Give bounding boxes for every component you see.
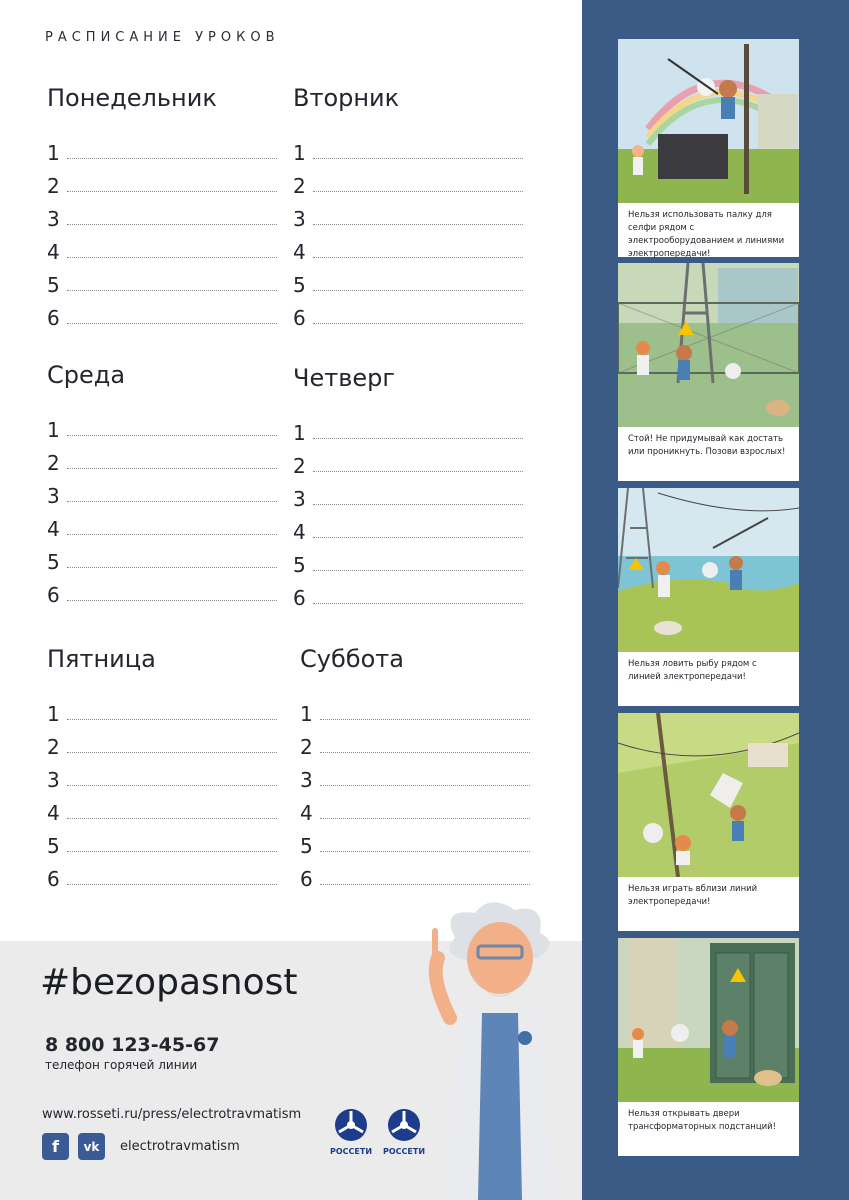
lesson-number: 1 <box>47 141 60 165</box>
logo-text: РОССЕТИ <box>382 1147 426 1156</box>
lesson-line[interactable] <box>313 569 523 571</box>
lesson-row[interactable] <box>300 757 530 790</box>
lesson-row[interactable] <box>47 691 277 724</box>
lesson-row[interactable] <box>293 229 523 262</box>
lesson-line[interactable] <box>313 223 523 225</box>
lesson-number: 6 <box>47 306 60 330</box>
lesson-line[interactable] <box>313 157 523 159</box>
lesson-row[interactable] <box>47 856 277 889</box>
lesson-line[interactable] <box>320 718 530 720</box>
day-name: Среда <box>47 361 126 389</box>
lesson-row[interactable] <box>47 295 277 328</box>
lesson-number: 1 <box>47 418 60 442</box>
lesson-row[interactable] <box>293 410 523 443</box>
lesson-line[interactable] <box>313 470 523 472</box>
lesson-line[interactable] <box>313 437 523 439</box>
substation-illustration <box>618 938 799 1102</box>
lesson-line[interactable] <box>313 602 523 604</box>
safety-card <box>618 263 799 481</box>
lesson-row[interactable] <box>293 575 523 608</box>
day-tuesday <box>293 84 523 328</box>
lesson-number: 1 <box>300 702 313 726</box>
lesson-row[interactable] <box>293 295 523 328</box>
page-title: РАСПИСАНИЕ УРОКОВ <box>45 30 280 45</box>
lesson-number: 2 <box>293 454 306 478</box>
lesson-row[interactable] <box>300 856 530 889</box>
safety-card <box>618 488 799 706</box>
card-caption: Нельзя открывать двери трансформаторных подстанций! <box>628 1109 777 1132</box>
lesson-number: 3 <box>47 484 60 508</box>
lesson-line[interactable] <box>67 157 277 159</box>
day-name: Четверг <box>293 364 395 392</box>
rosseti-logo-mark <box>387 1108 421 1142</box>
day-saturday <box>300 645 530 889</box>
lesson-row[interactable] <box>293 542 523 575</box>
lesson-row[interactable] <box>47 440 277 473</box>
card-caption: Нельзя ловить рыбу рядом с линией электропередачи! <box>628 659 757 682</box>
lesson-row[interactable] <box>300 823 530 856</box>
lesson-line[interactable] <box>67 500 277 502</box>
lesson-row[interactable] <box>47 262 277 295</box>
day-name: Суббота <box>300 645 404 673</box>
lesson-line[interactable] <box>67 223 277 225</box>
lesson-row[interactable] <box>293 262 523 295</box>
lesson-row[interactable] <box>293 196 523 229</box>
lesson-line[interactable] <box>67 566 277 568</box>
professor-illustration <box>420 898 580 1200</box>
lesson-number: 2 <box>300 735 313 759</box>
lesson-number: 4 <box>300 801 313 825</box>
fence-illustration <box>618 263 799 427</box>
lesson-line[interactable] <box>320 850 530 852</box>
social-handle[interactable]: electrotravmatism <box>120 1139 240 1154</box>
lesson-row[interactable] <box>300 790 530 823</box>
lesson-number: 5 <box>47 273 60 297</box>
lesson-line[interactable] <box>67 256 277 258</box>
lesson-line[interactable] <box>313 322 523 324</box>
lesson-number: 4 <box>293 520 306 544</box>
lesson-number: 5 <box>293 553 306 577</box>
vk-icon[interactable]: vk <box>78 1133 105 1160</box>
lesson-line[interactable] <box>67 289 277 291</box>
lesson-line[interactable] <box>67 533 277 535</box>
card-caption: Нельзя играть вблизи линий электропередачи! <box>628 884 758 907</box>
day-name: Понедельник <box>47 84 217 112</box>
lesson-row[interactable] <box>293 476 523 509</box>
lesson-line[interactable] <box>313 289 523 291</box>
hotline-caption: телефон горячей линии <box>45 1058 198 1072</box>
lesson-number: 2 <box>47 451 60 475</box>
lesson-line[interactable] <box>313 190 523 192</box>
lesson-row[interactable] <box>47 229 277 262</box>
lesson-line[interactable] <box>313 256 523 258</box>
lesson-number: 4 <box>47 517 60 541</box>
day-wednesday <box>47 361 277 605</box>
lesson-number: 4 <box>47 801 60 825</box>
lesson-number: 6 <box>293 306 306 330</box>
lesson-number: 4 <box>47 240 60 264</box>
lesson-line[interactable] <box>67 190 277 192</box>
selfie-stick-illustration <box>618 39 799 203</box>
facebook-icon[interactable]: f <box>42 1133 69 1160</box>
lesson-line[interactable] <box>67 784 277 786</box>
fishing-illustration <box>618 488 799 652</box>
lesson-number: 2 <box>293 174 306 198</box>
lesson-row[interactable] <box>47 539 277 572</box>
rosseti-logo <box>328 1108 374 1156</box>
lesson-number: 1 <box>293 141 306 165</box>
lesson-number: 3 <box>47 207 60 231</box>
rosseti-logo-mark <box>334 1108 368 1142</box>
lesson-number: 3 <box>300 768 313 792</box>
day-name: Вторник <box>293 84 400 112</box>
lesson-number: 2 <box>47 735 60 759</box>
lesson-line[interactable] <box>320 883 530 885</box>
lesson-number: 2 <box>47 174 60 198</box>
hotline-phone[interactable]: 8 800 123-45-67 <box>45 1034 220 1056</box>
lesson-row[interactable] <box>300 724 530 757</box>
day-name: Пятница <box>47 645 156 673</box>
lesson-row[interactable] <box>47 506 277 539</box>
website-link[interactable]: www.rosseti.ru/press/electrotravmatism <box>42 1107 302 1122</box>
kite-illustration <box>618 713 799 877</box>
lesson-line[interactable] <box>67 850 277 852</box>
lesson-number: 5 <box>47 550 60 574</box>
lesson-row[interactable] <box>293 509 523 542</box>
lesson-number: 3 <box>47 768 60 792</box>
lesson-line[interactable] <box>67 883 277 885</box>
lesson-row[interactable] <box>47 572 277 605</box>
lesson-number: 6 <box>293 586 306 610</box>
lesson-row[interactable] <box>47 473 277 506</box>
lesson-row[interactable] <box>47 823 277 856</box>
lesson-line[interactable] <box>313 503 523 505</box>
lesson-number: 3 <box>293 207 306 231</box>
lesson-line[interactable] <box>67 434 277 436</box>
lesson-row[interactable] <box>293 130 523 163</box>
logo-text: РОССЕТИ <box>329 1147 373 1156</box>
day-monday <box>47 84 277 328</box>
lesson-line[interactable] <box>67 817 277 819</box>
lesson-row[interactable] <box>293 163 523 196</box>
lesson-row[interactable] <box>47 407 277 440</box>
lesson-line[interactable] <box>320 817 530 819</box>
lesson-line[interactable] <box>67 718 277 720</box>
card-caption: Нельзя использовать палку для селфи рядом с электрооборудованием и линиями электропередачи! <box>628 210 785 259</box>
safety-card <box>618 713 799 931</box>
lesson-number: 1 <box>47 702 60 726</box>
lesson-line[interactable] <box>320 751 530 753</box>
lesson-number: 5 <box>300 834 313 858</box>
lesson-number: 1 <box>293 421 306 445</box>
lesson-number: 5 <box>47 834 60 858</box>
lesson-number: 3 <box>293 487 306 511</box>
lesson-row[interactable] <box>47 196 277 229</box>
lesson-row[interactable] <box>293 443 523 476</box>
lesson-line[interactable] <box>67 322 277 324</box>
lesson-number: 6 <box>47 867 60 891</box>
day-thursday <box>293 364 523 608</box>
safety-card <box>618 938 799 1156</box>
lesson-number: 6 <box>47 583 60 607</box>
lesson-row[interactable] <box>47 724 277 757</box>
lesson-row[interactable] <box>47 130 277 163</box>
lesson-row[interactable] <box>300 691 530 724</box>
lesson-line[interactable] <box>67 599 277 601</box>
card-caption: Стой! Не придумывай как достать или проникнуть. Позови взрослых! <box>628 434 786 457</box>
social-links <box>42 1133 240 1160</box>
day-friday <box>47 645 277 889</box>
lesson-row[interactable] <box>47 757 277 790</box>
lesson-number: 5 <box>293 273 306 297</box>
lesson-number: 6 <box>300 867 313 891</box>
lesson-number: 4 <box>293 240 306 264</box>
lesson-line[interactable] <box>320 784 530 786</box>
lesson-line[interactable] <box>67 751 277 753</box>
safety-card <box>618 39 799 257</box>
lesson-line[interactable] <box>67 467 277 469</box>
lesson-line[interactable] <box>313 536 523 538</box>
hashtag: #bezopasnost <box>40 962 298 1003</box>
lesson-row[interactable] <box>47 790 277 823</box>
lesson-row[interactable] <box>47 163 277 196</box>
